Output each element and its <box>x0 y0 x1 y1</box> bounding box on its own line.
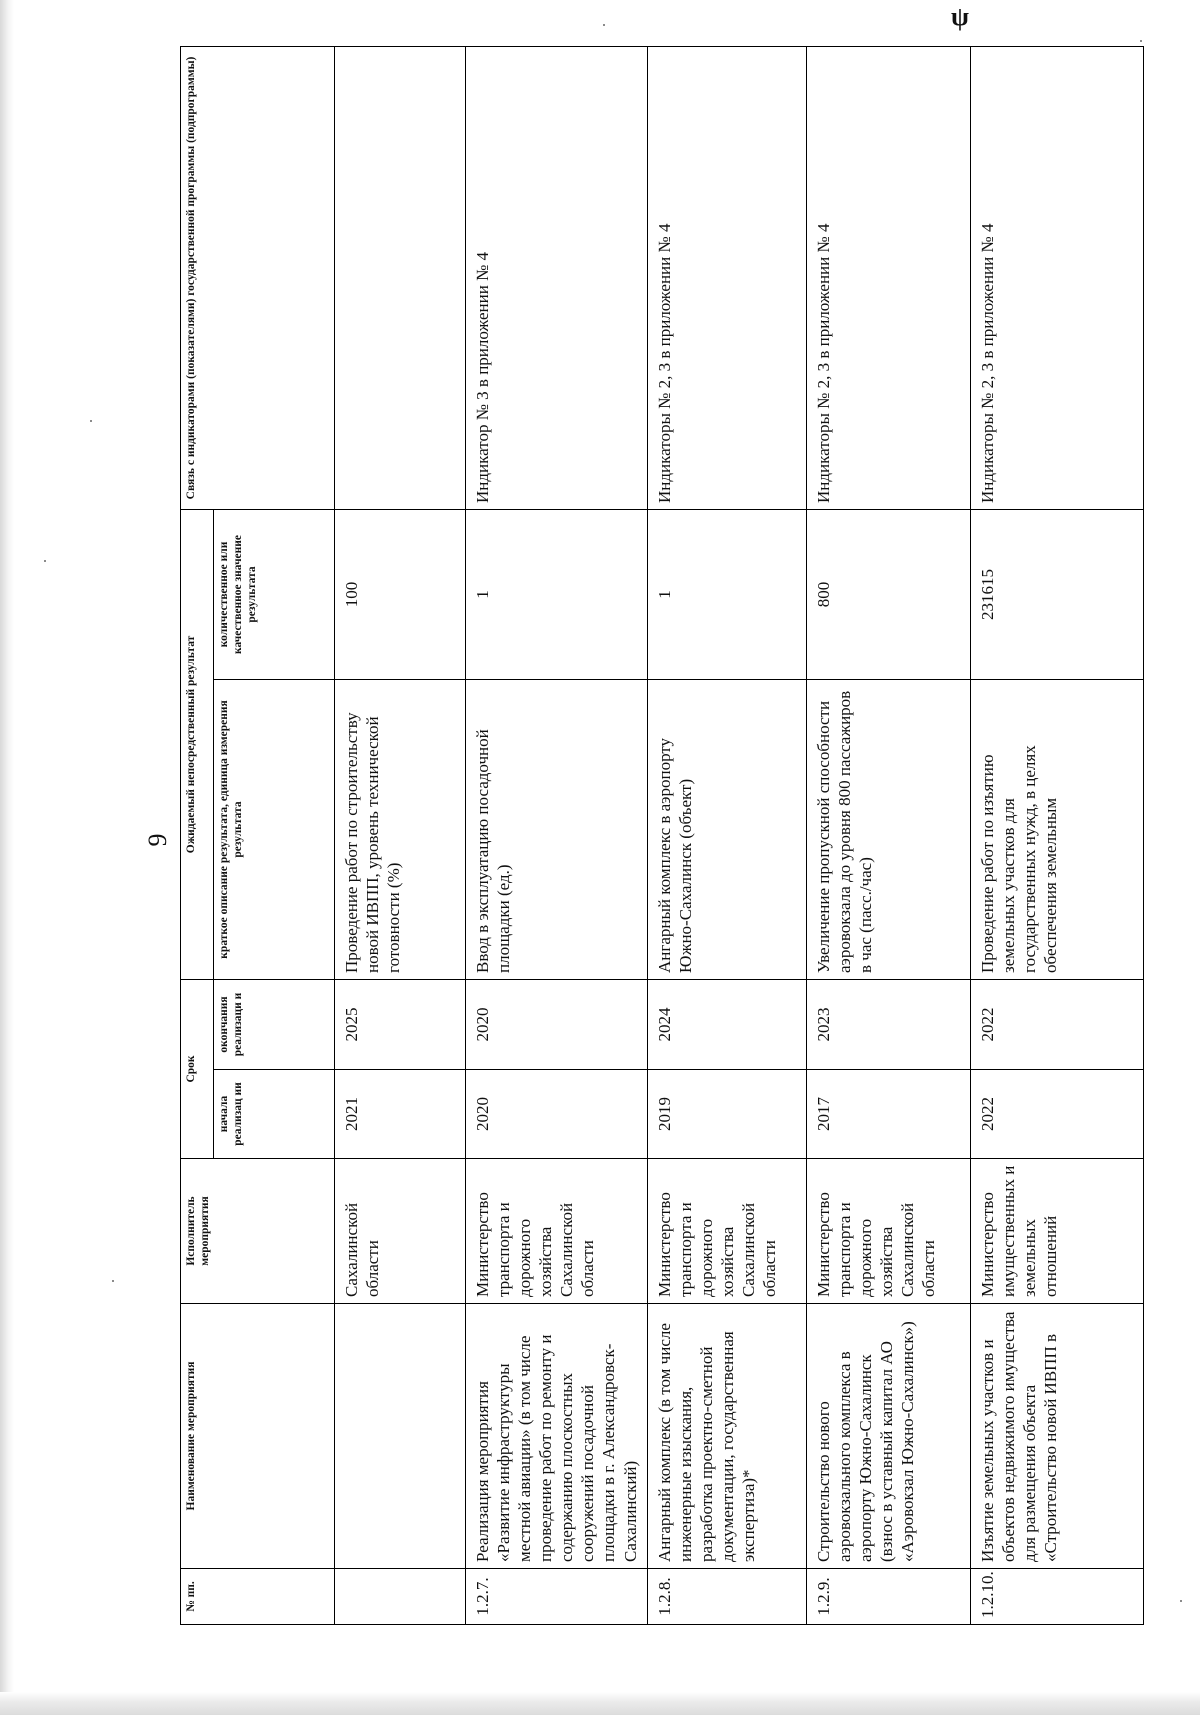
row-result-value: 100 <box>335 509 466 679</box>
activities-table <box>180 46 1144 1625</box>
row-end: 2024 <box>647 979 806 1069</box>
row-name: Реализация мероприятия «Развитие инфраструктуры местной авиации» (в том числе проведение работ по ремонту и содержанию плоскостных сооружений посадочной площадки в г. Александровск-Сахалинский) <box>466 1304 648 1569</box>
row-start: 2017 <box>806 1070 970 1159</box>
row-start: 2019 <box>647 1070 806 1159</box>
row-executor: Сахалинской области <box>335 1159 466 1304</box>
row-result-value: 231615 <box>970 509 1143 679</box>
row-executor: Министерство имущественных и земельных отношений <box>970 1159 1143 1304</box>
row-end: 2022 <box>970 979 1143 1069</box>
table-row <box>970 46 1143 1624</box>
row-result-desc: Увеличение пропускной способности аэровокзала до уровня 800 пассажиров в час (пасс./час) <box>806 679 970 979</box>
row-start: 2020 <box>466 1070 648 1159</box>
header-executor: Исполнитель мероприятия <box>181 1159 335 1304</box>
row-name <box>335 1304 466 1569</box>
row-executor: Министерство транспорта и дорожного хозяйства Сахалинской области <box>647 1159 806 1304</box>
row-result-desc: Проведение работ по изъятию земельных участков для государственных нужд, в целях обеспечения земельным <box>970 679 1143 979</box>
row-end: 2023 <box>806 979 970 1069</box>
header-num: № пп. <box>181 1569 335 1625</box>
row-indicator: Индикаторы № 2, 3 в приложении № 4 <box>970 46 1143 509</box>
scan-speck <box>90 420 92 422</box>
row-name: Ангарный комплекс (в том числе инженерные изыскания, разработка проектно-сметной документации, государственная экспертиза)* <box>647 1304 806 1569</box>
row-num: 1.2.9. <box>806 1569 970 1625</box>
row-indicator: Индикаторы № 2, 3 в приложении № 4 <box>647 46 806 509</box>
row-num: 1.2.8. <box>647 1569 806 1625</box>
row-executor: Министерство транспорта и дорожного хозяйства Сахалинской области <box>806 1159 970 1304</box>
header-result-desc: краткое описание результата, единица измерения результата <box>214 679 335 979</box>
header-name: Наименование мероприятия <box>181 1304 335 1569</box>
scan-speck <box>112 1280 114 1282</box>
scan-speck <box>1140 40 1142 42</box>
scan-speck <box>44 560 46 562</box>
row-end: 2025 <box>335 979 466 1069</box>
page-number: 9 <box>143 833 172 847</box>
row-result-value: 800 <box>806 509 970 679</box>
row-result-desc: Проведение работ по строительству новой ИВПП, уровень технической готовности (%) <box>335 679 466 979</box>
row-indicator: Индикаторы № 2, 3 в приложении № 4 <box>806 46 970 509</box>
header-term-end: окончания реализаци и <box>214 979 335 1069</box>
rotated-page <box>180 47 1200 1625</box>
row-executor: Министерство транспорта и дорожного хозяйства Сахалинской области <box>466 1159 648 1304</box>
row-num: 1.2.7. <box>466 1569 648 1625</box>
scan-speck <box>603 24 605 26</box>
row-indicator <box>335 46 466 509</box>
row-result-value: 1 <box>647 509 806 679</box>
row-result-desc: Ввод в эксплуатацию посадочной площадки (ед.) <box>466 679 648 979</box>
header-indicators: Связь с индикаторами (показателями) государственной программы (подпрограммы) <box>181 46 335 509</box>
row-result-value: 1 <box>466 509 648 679</box>
corner-mark: ψ <box>951 2 969 31</box>
row-num <box>335 1569 466 1625</box>
row-name: Изъятие земельных участков и объектов недвижимого имущества для размещения объекта «Строительство новой ИВПП в <box>970 1304 1143 1569</box>
header-result-value: количественное или качественное значение результата <box>214 509 335 679</box>
row-name: Строительство нового аэровокзального комплекса в аэропорту Южно-Сахалинск (взнос в уставный капитал АО «Аэровокзал Южно-Сахалинск») <box>806 1304 970 1569</box>
row-result-desc: Ангарный комплекс в аэропорту Южно-Сахалинск (объект) <box>647 679 806 979</box>
table-row <box>806 46 970 1624</box>
row-end: 2020 <box>466 979 648 1069</box>
scan-bottom-edge <box>0 1692 1200 1715</box>
header-result: Ожидаемый непосредственный результат <box>181 509 214 979</box>
row-num: 1.2.10. <box>970 1569 1143 1625</box>
row-start: 2022 <box>970 1070 1143 1159</box>
table-row <box>335 46 466 1624</box>
scan-left-edge <box>0 0 14 1715</box>
row-indicator: Индикатор № 3 в приложении № 4 <box>466 46 648 509</box>
header-term: Срок <box>181 979 214 1158</box>
row-start: 2021 <box>335 1070 466 1159</box>
table-row <box>647 46 806 1624</box>
header-term-start: начала реализац ии <box>214 1070 335 1159</box>
table-row <box>466 46 648 1624</box>
